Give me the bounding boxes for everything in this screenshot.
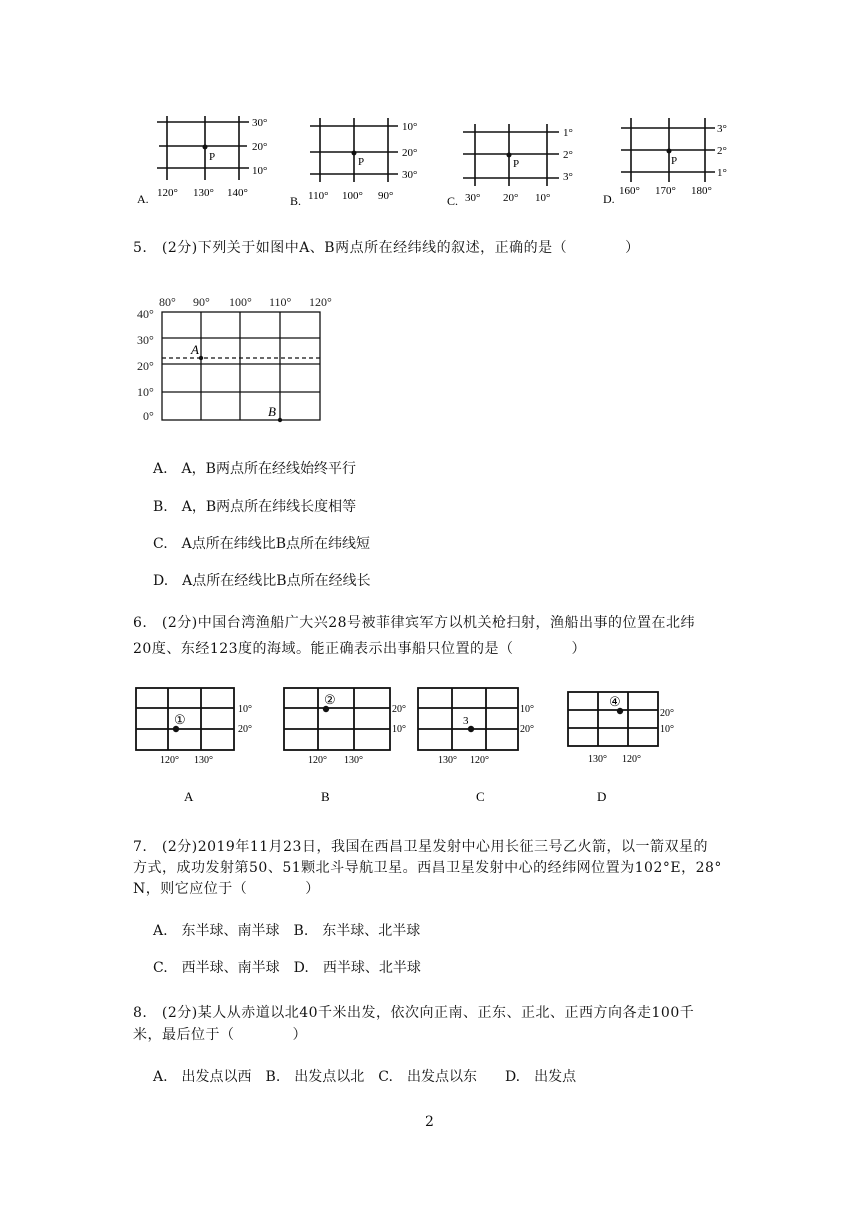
q8-options-row[interactable]: A. 出发点以西 B. 出发点以北 C. 出发点以东 D. 出发点: [153, 1069, 577, 1085]
lat-label: 20°: [392, 704, 406, 715]
lon-label: 170°: [655, 185, 676, 197]
map-option-d: [568, 692, 674, 804]
lon-label: 120°: [622, 754, 641, 765]
lat-label: 20°: [252, 141, 268, 153]
question-7-stem-line-2: 方式，成功发射第50、51颗北斗导航卫星。西昌卫星发射中心的经纬网位置为102°E，28°: [133, 860, 722, 876]
lat-label: 2°: [717, 145, 727, 157]
position-mark: ①: [174, 712, 186, 727]
option-letter: B: [321, 789, 330, 804]
lon-label: 110°: [308, 190, 329, 202]
question-6-stem-line-1: 6. (2分)中国台湾渔船广大兴28号被菲律宾军方以机关枪扫射，渔船出事的位置在北纬: [133, 615, 696, 631]
lon-label: 120°: [309, 295, 332, 309]
lon-label: 90°: [193, 295, 210, 309]
lat-label: 40°: [137, 307, 154, 321]
grid-option-a: [137, 116, 267, 206]
top-grid-options: [125, 108, 745, 208]
lon-label: 140°: [227, 187, 248, 199]
question-7-stem-line-3: N，则它应位于（ ）: [133, 881, 320, 897]
point-p: [203, 145, 208, 150]
point-p: [352, 151, 357, 156]
lat-label: 10°: [402, 121, 418, 133]
point-label: P: [513, 158, 520, 170]
lon-label: 80°: [159, 295, 176, 309]
lat-label: 3°: [717, 123, 727, 135]
point-a-label: A: [191, 342, 199, 357]
point-b: [278, 418, 282, 422]
lon-label: 180°: [691, 185, 712, 197]
lat-label: 10°: [137, 385, 154, 399]
point-label: P: [671, 155, 678, 167]
grid-option-c: [447, 124, 573, 208]
option-letter: C.: [447, 194, 459, 208]
lon-label: 120°: [157, 187, 178, 199]
lat-label: 30°: [137, 333, 154, 347]
lat-label: 20°: [137, 359, 154, 373]
option-letter: B.: [290, 194, 302, 208]
option-letter: C: [476, 789, 485, 804]
question-8-stem-line-1: 8. (2分)某人从赤道以北40千米出发，依次向正南、正东、正北、正西方向各走100千: [133, 1005, 695, 1021]
point-p: [667, 149, 672, 154]
lon-label: 130°: [438, 755, 457, 766]
option-letter: D.: [603, 192, 615, 206]
lon-label: 120°: [470, 755, 489, 766]
q5-option-a[interactable]: A. A，B两点所在经线始终平行: [153, 461, 356, 477]
page-number: 2: [425, 1114, 434, 1130]
question-6-stem-line-2: 20度、东经123度的海域。能正确表示出事船只位置的是（ ）: [133, 641, 587, 657]
option-letter: A.: [137, 192, 149, 206]
lon-label: 120°: [308, 755, 327, 766]
point-b-label: B: [268, 404, 276, 419]
lon-label: 90°: [378, 190, 394, 202]
q5-option-b[interactable]: B. A，B两点所在纬线长度相等: [153, 499, 357, 515]
lon-label: 130°: [588, 754, 607, 765]
lon-label: 100°: [229, 295, 252, 309]
q7-options-row-2[interactable]: C. 西半球、南半球 D. 西半球、北半球: [153, 960, 421, 976]
question-8-stem-line-2: 米，最后位于（ ）: [133, 1027, 307, 1043]
q5-option-d[interactable]: D. A点所在经线比B点所在经线长: [153, 573, 371, 589]
lat-label: 0°: [143, 409, 154, 423]
option-letter: A: [184, 789, 194, 804]
lat-label: 20°: [238, 724, 252, 735]
point-p: [507, 153, 512, 158]
point-a: [199, 356, 203, 360]
position-mark: 3: [463, 715, 469, 727]
lat-label: 30°: [402, 169, 418, 181]
lon-label: 10°: [535, 192, 551, 204]
q7-options-row-1[interactable]: A. 东半球、南半球 B. 东半球、北半球: [153, 923, 421, 939]
lon-label: 130°: [193, 187, 214, 199]
lat-label: 1°: [563, 127, 573, 139]
lon-label: 20°: [503, 192, 519, 204]
lat-label: 30°: [252, 117, 268, 129]
question-5-stem: 5. (2分)下列关于如图中A、B两点所在经纬线的叙述，正确的是（ ）: [133, 240, 640, 256]
question-7-stem-line-1: 7. (2分)2019年11月23日，我国在西昌卫星发射中心用长征三号乙火箭，以一箭双星的: [133, 839, 708, 855]
lat-label: 10°: [238, 704, 252, 715]
lon-label: 130°: [344, 755, 363, 766]
lat-label: 10°: [660, 724, 674, 735]
map-option-c: [418, 688, 534, 804]
option-letter: D: [597, 789, 607, 804]
q5-grid-figure: [135, 292, 355, 427]
lon-label: 130°: [194, 755, 213, 766]
grid-option-d: [603, 118, 727, 206]
q5-option-c[interactable]: C. A点所在纬线比B点所在纬线短: [153, 536, 371, 552]
lat-label: 10°: [392, 724, 406, 735]
lat-label: 20°: [660, 708, 674, 719]
lon-label: 110°: [269, 295, 292, 309]
lat-label: 2°: [563, 149, 573, 161]
position-mark: ④: [609, 694, 621, 709]
point-label: P: [358, 156, 365, 168]
lat-label: 20°: [520, 724, 534, 735]
lon-label: 120°: [160, 755, 179, 766]
lat-label: 3°: [563, 171, 573, 183]
lon-label: 100°: [342, 190, 363, 202]
grid-option-b: [290, 118, 417, 208]
lat-label: 20°: [402, 147, 418, 159]
map-option-a: [136, 688, 252, 804]
position-mark: ②: [324, 692, 336, 707]
point-label: P: [209, 151, 216, 163]
lon-label: 30°: [465, 192, 481, 204]
q6-map-options: [130, 682, 710, 807]
lon-label: 160°: [619, 185, 640, 197]
ship-position-dot: [468, 726, 474, 732]
lat-label: 10°: [252, 165, 268, 177]
lat-label: 1°: [717, 167, 727, 179]
lat-label: 10°: [520, 704, 534, 715]
map-option-b: [284, 688, 406, 804]
